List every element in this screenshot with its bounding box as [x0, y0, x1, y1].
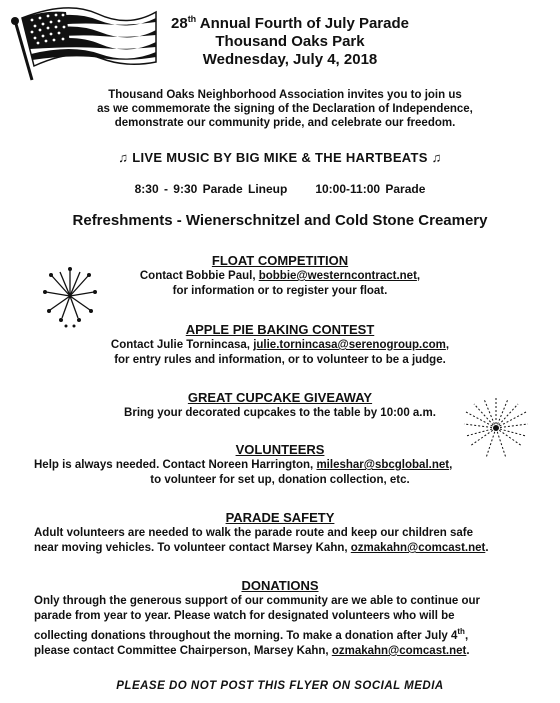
body-text: for information or to register your float.	[172, 285, 388, 297]
section-title: GREAT CUPCAKE GIVEAWAY	[187, 390, 373, 405]
body-text: for entry rules and information, or to volunteer to be a judge.	[114, 354, 446, 366]
body-text: collecting donations throughout the morning. To make a donation after July 4	[34, 629, 458, 642]
section-body	[0, 406, 560, 421]
event-title	[140, 10, 440, 33]
title-text: Annual Fourth of July Parade	[196, 15, 409, 32]
section-title: FLOAT COMPETITION	[211, 253, 349, 268]
body-text: .	[466, 644, 470, 657]
float-competition-section	[0, 252, 560, 299]
volunteers-email-link[interactable]: mileshar@sbcglobal.net	[316, 459, 450, 471]
parade-time: 10:00-11:00 Parade	[315, 182, 426, 196]
section-body	[0, 338, 560, 368]
body-text: Help is always needed. Contact Noreen Harrington,	[34, 459, 317, 471]
event-date: Wednesday, July 4, 2018	[202, 51, 378, 68]
body-text: ,	[416, 270, 421, 282]
body-text: Contact Julie Tornincasa,	[110, 339, 254, 351]
intro-text	[60, 88, 510, 130]
live-music-banner: ♫ LIVE MUSIC BY BIG MIKE & THE HARTBEATS ♫	[118, 150, 442, 165]
volunteers-section	[0, 441, 560, 488]
footer-notice: PLEASE DO NOT POST THIS FLYER ON SOCIAL MEDIA	[116, 680, 444, 692]
body-text: to volunteer for set up, donation collection, etc.	[150, 474, 410, 486]
body-text: ,	[445, 339, 450, 351]
body-text: please contact Committee Chairperson, Marsey Kahn,	[34, 644, 332, 657]
body-text: parade from year to year. Please watch for designated volunteers who will be	[34, 610, 455, 622]
section-body	[0, 269, 560, 299]
donations-section	[0, 577, 560, 659]
body-text: Bring your decorated cupcakes to the table by 10:00 a.m.	[124, 407, 436, 419]
section-body	[0, 458, 560, 488]
section-body	[0, 594, 560, 659]
flag-icon	[8, 4, 158, 82]
safety-email-link[interactable]: ozmakahn@comcast.net	[350, 542, 486, 554]
apple-pie-section	[0, 321, 560, 368]
donations-email-link[interactable]: ozmakahn@comcast.net	[331, 644, 467, 657]
event-location: Thousand Oaks Park	[215, 33, 365, 50]
intro-line: as we commemorate the signing of the Declaration of Independence,	[97, 103, 473, 115]
ordinal-suffix: th	[457, 627, 465, 636]
cupcake-section	[0, 389, 560, 421]
ordinal-number: 28	[171, 15, 188, 32]
ordinal-suffix: th	[187, 14, 197, 24]
section-title: DONATIONS	[241, 578, 319, 593]
section-title: APPLE PIE BAKING CONTEST	[185, 322, 375, 337]
refreshments: Refreshments - Wienerschnitzel and Cold Stone Creamery	[72, 212, 488, 229]
section-title: VOLUNTEERS	[235, 442, 325, 457]
body-text: Adult volunteers are needed to walk the parade route and keep our children safe	[34, 527, 474, 539]
intro-line: Thousand Oaks Neighborhood Association invites you to join us	[108, 89, 462, 101]
header	[140, 10, 440, 69]
float-email-link[interactable]: bobbie@westerncontract.net	[258, 270, 417, 282]
body-text: Contact Bobbie Paul,	[139, 270, 259, 282]
schedule	[0, 182, 560, 196]
parade-safety-section	[0, 509, 560, 556]
lineup-time: 8:30 - 9:30 Parade Lineup	[134, 182, 288, 196]
body-text: Only through the generous support of our community are we able to continue our	[34, 595, 480, 607]
pie-email-link[interactable]: julie.tornincasa@serenogroup.com	[253, 339, 446, 351]
section-body	[0, 526, 560, 556]
body-text: ,	[464, 629, 469, 642]
body-text: ,	[449, 459, 453, 471]
intro-line: demonstrate our community pride, and celebrate our freedom.	[114, 117, 456, 129]
section-title: PARADE SAFETY	[225, 510, 335, 525]
body-text: near moving vehicles. To volunteer contact Marsey Kahn,	[34, 542, 351, 554]
body-text: .	[485, 542, 489, 554]
